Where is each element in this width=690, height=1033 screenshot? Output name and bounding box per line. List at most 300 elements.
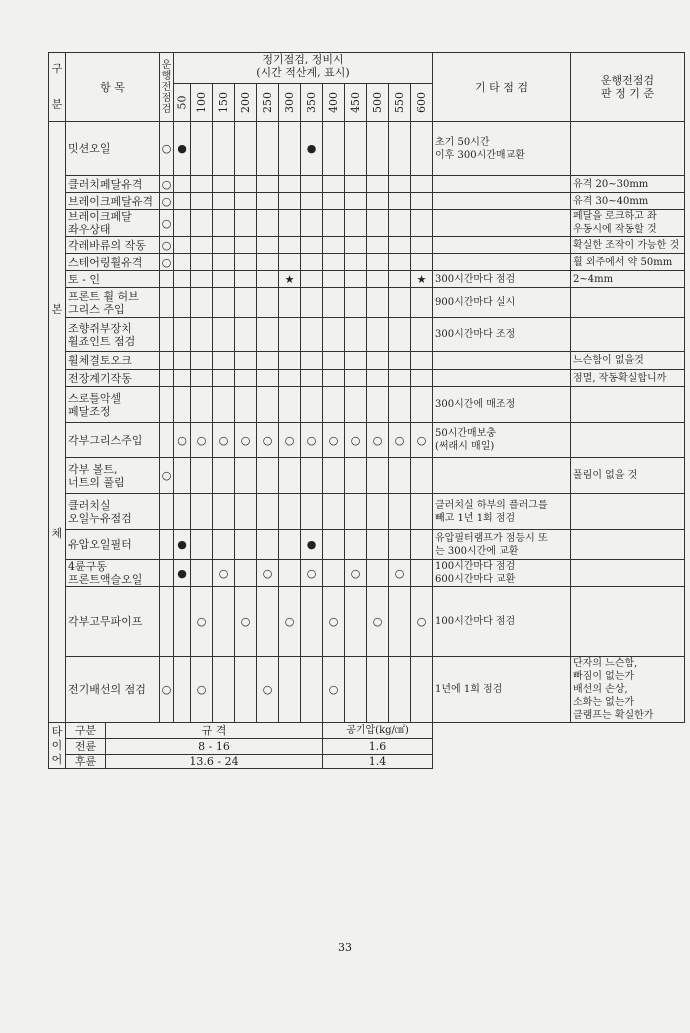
interval-mark-150: [213, 254, 235, 271]
interval-mark-550: ○: [389, 423, 411, 458]
hour-header-350: [301, 84, 323, 122]
item-name: 각레바류의 작동: [66, 237, 160, 254]
interval-mark-300: [279, 352, 301, 370]
criteria: [571, 122, 685, 176]
interval-mark-150: [213, 458, 235, 494]
hour-header-200: [235, 84, 257, 122]
hour-label: 150: [217, 92, 230, 113]
item-name: 클러치실 오일누유점검: [66, 494, 160, 530]
interval-mark-100: [191, 530, 213, 560]
interval-mark-550: [389, 210, 411, 237]
interval-mark-300: [279, 254, 301, 271]
hour-label: 250: [261, 92, 274, 113]
interval-mark-100: [191, 370, 213, 387]
interval-mark-300: [279, 387, 301, 423]
item-name: 스로틀악셀 페달조정: [66, 387, 160, 423]
interval-mark-200: [235, 352, 257, 370]
interval-mark-550: [389, 530, 411, 560]
interval-mark-550: [389, 494, 411, 530]
item-name: 토 - 인: [66, 271, 160, 288]
interval-mark-250: ○: [257, 657, 279, 723]
item-name: 클러치페달유격: [66, 176, 160, 193]
interval-mark-400: [323, 458, 345, 494]
interval-mark-100: [191, 352, 213, 370]
interval-mark-600: ★: [411, 271, 433, 288]
interval-mark-400: [323, 193, 345, 210]
interval-mark-50: [174, 318, 191, 352]
criteria: [571, 423, 685, 458]
interval-mark-400: [323, 530, 345, 560]
interval-mark-200: [235, 254, 257, 271]
interval-mark-400: [323, 122, 345, 176]
interval-mark-100: [191, 271, 213, 288]
other-check: 300시간마다 점검: [433, 271, 571, 288]
interval-mark-150: [213, 318, 235, 352]
interval-mark-350: [301, 587, 323, 657]
hour-label: 600: [415, 92, 428, 113]
periodic-header-line1: 정기점검, 정비시: [262, 53, 344, 66]
interval-mark-500: [367, 288, 389, 318]
other-check: [433, 176, 571, 193]
interval-mark-250: [257, 530, 279, 560]
hour-label: 200: [239, 92, 252, 113]
criteria: 점멸, 작동확실합니까: [571, 370, 685, 387]
pre-check-mark: [160, 318, 174, 352]
interval-mark-300: [279, 494, 301, 530]
interval-mark-100: [191, 237, 213, 254]
interval-mark-600: [411, 122, 433, 176]
interval-mark-250: [257, 288, 279, 318]
tire-name: 후륜: [66, 755, 106, 769]
other-check: [433, 210, 571, 237]
interval-mark-350: [301, 288, 323, 318]
interval-mark-400: [323, 387, 345, 423]
item-name: 조향쥐부장치 휠죠인트 점검: [66, 318, 160, 352]
pre-check-mark: ○: [160, 210, 174, 237]
pre-check-mark: [160, 423, 174, 458]
tire-spec: 8 - 16: [106, 739, 323, 755]
interval-mark-500: [367, 387, 389, 423]
item-name: 전장계기작동: [66, 370, 160, 387]
interval-mark-350: [301, 458, 323, 494]
interval-mark-400: ○: [323, 423, 345, 458]
interval-mark-550: [389, 271, 411, 288]
interval-mark-400: [323, 352, 345, 370]
interval-mark-100: ○: [191, 587, 213, 657]
criteria: [571, 387, 685, 423]
interval-mark-150: ○: [213, 423, 235, 458]
item-name: 밋션오일: [66, 122, 160, 176]
interval-mark-600: [411, 387, 433, 423]
criteria: 느슨함이 없을것: [571, 352, 685, 370]
interval-mark-250: [257, 352, 279, 370]
interval-mark-450: [345, 587, 367, 657]
interval-mark-50: [174, 370, 191, 387]
criteria: [571, 288, 685, 318]
interval-mark-150: [213, 210, 235, 237]
interval-mark-400: [323, 210, 345, 237]
criteria: [571, 560, 685, 587]
interval-mark-150: [213, 657, 235, 723]
interval-mark-500: [367, 210, 389, 237]
interval-mark-500: [367, 193, 389, 210]
interval-mark-100: [191, 176, 213, 193]
item-name: 각부고무파이프: [66, 587, 160, 657]
interval-mark-500: [367, 560, 389, 587]
tire-name: 전륜: [66, 739, 106, 755]
hour-header-450: [345, 84, 367, 122]
interval-mark-550: [389, 193, 411, 210]
interval-mark-250: [257, 387, 279, 423]
interval-mark-50: [174, 210, 191, 237]
interval-mark-150: [213, 530, 235, 560]
interval-mark-400: [323, 560, 345, 587]
hour-header-150: [213, 84, 235, 122]
item-name: 스테어링휠유격: [66, 254, 160, 271]
item-name: 프론트 휠 허브 그리스 주입: [66, 288, 160, 318]
pre-check-mark: ○: [160, 657, 174, 723]
interval-mark-50: [174, 237, 191, 254]
interval-mark-500: [367, 271, 389, 288]
hour-header-250: [257, 84, 279, 122]
interval-mark-50: [174, 176, 191, 193]
interval-mark-350: [301, 352, 323, 370]
interval-mark-450: [345, 237, 367, 254]
periodic-header-line2: (시간 적산계, 표시): [256, 66, 350, 79]
pre-check-mark: [160, 560, 174, 587]
interval-mark-50: [174, 271, 191, 288]
interval-mark-450: [345, 530, 367, 560]
hour-header-500: [367, 84, 389, 122]
interval-mark-450: [345, 458, 367, 494]
interval-mark-500: [367, 122, 389, 176]
interval-mark-350: [301, 657, 323, 723]
hour-label: 50: [175, 95, 189, 110]
other-check: 유압필터램프가 점등시 또 는 300시간에 교환: [433, 530, 571, 560]
interval-mark-250: [257, 254, 279, 271]
other-check: 300시간에 매조정: [433, 387, 571, 423]
interval-mark-400: ○: [323, 587, 345, 657]
interval-mark-550: [389, 387, 411, 423]
interval-mark-100: [191, 494, 213, 530]
interval-mark-450: [345, 318, 367, 352]
interval-mark-450: [345, 122, 367, 176]
criteria: 페달을 로크하고 좌 우동시에 작동할 것: [571, 210, 685, 237]
interval-mark-600: [411, 193, 433, 210]
other-check: 클러치실 하부의 플러그를 빼고 1년 1회 점검: [433, 494, 571, 530]
other-check: [433, 352, 571, 370]
item-name: 유압오일필터: [66, 530, 160, 560]
interval-mark-50: [174, 494, 191, 530]
other-check: 900시간마다 실시: [433, 288, 571, 318]
interval-mark-500: [367, 458, 389, 494]
interval-mark-200: [235, 370, 257, 387]
other-check: 1년에 1회 점검: [433, 657, 571, 723]
interval-mark-500: [367, 657, 389, 723]
interval-mark-200: [235, 560, 257, 587]
other-check: [433, 458, 571, 494]
interval-mark-200: [235, 657, 257, 723]
interval-mark-600: ○: [411, 587, 433, 657]
interval-mark-200: [235, 210, 257, 237]
interval-mark-350: [301, 494, 323, 530]
interval-mark-200: [235, 193, 257, 210]
interval-mark-350: [301, 176, 323, 193]
criteria: [571, 318, 685, 352]
interval-mark-200: [235, 458, 257, 494]
item-header: 항 목: [66, 53, 160, 122]
interval-mark-450: [345, 370, 367, 387]
interval-mark-400: ○: [323, 657, 345, 723]
category-body: 본 체: [49, 122, 66, 723]
interval-mark-300: [279, 210, 301, 237]
interval-mark-50: ●: [174, 530, 191, 560]
interval-mark-400: [323, 271, 345, 288]
hour-label: 550: [393, 92, 406, 113]
interval-mark-150: [213, 271, 235, 288]
interval-mark-550: [389, 237, 411, 254]
interval-mark-50: [174, 587, 191, 657]
criteria-header-line2: 판 정 기 준: [601, 87, 654, 100]
other-check: 50시간매보충 (써래시 매일): [433, 423, 571, 458]
interval-mark-250: [257, 193, 279, 210]
interval-mark-200: [235, 271, 257, 288]
interval-mark-500: [367, 352, 389, 370]
interval-mark-200: [235, 530, 257, 560]
other-check: 초기 50시간 이후 300시간매교환: [433, 122, 571, 176]
other-check: [433, 254, 571, 271]
interval-mark-550: [389, 122, 411, 176]
hour-header-300: [279, 84, 301, 122]
interval-mark-200: ○: [235, 587, 257, 657]
interval-mark-150: [213, 122, 235, 176]
pre-check-mark: [160, 288, 174, 318]
criteria: [571, 494, 685, 530]
interval-mark-500: [367, 318, 389, 352]
interval-mark-450: [345, 254, 367, 271]
interval-mark-100: [191, 122, 213, 176]
item-name: 전기배선의 점검: [66, 657, 160, 723]
criteria: 휠 외주에서 약 50mm: [571, 254, 685, 271]
interval-mark-300: [279, 530, 301, 560]
interval-mark-100: [191, 458, 213, 494]
interval-mark-400: [323, 318, 345, 352]
tire-gubun-header: 구분: [66, 723, 106, 739]
interval-mark-250: ○: [257, 560, 279, 587]
interval-mark-50: [174, 193, 191, 210]
pre-check-mark: ○: [160, 458, 174, 494]
other-check: [433, 237, 571, 254]
interval-mark-50: ○: [174, 423, 191, 458]
criteria: [571, 530, 685, 560]
criteria: 유격 30~40mm: [571, 193, 685, 210]
inspection-table: [48, 52, 685, 769]
pre-check-mark: ○: [160, 122, 174, 176]
interval-mark-50: ●: [174, 560, 191, 587]
interval-mark-500: [367, 176, 389, 193]
tire-pressure: 1.4: [323, 755, 433, 769]
interval-mark-250: [257, 370, 279, 387]
interval-mark-50: [174, 458, 191, 494]
interval-mark-350: [301, 193, 323, 210]
pre-check-mark: [160, 271, 174, 288]
interval-mark-250: [257, 122, 279, 176]
interval-mark-200: [235, 387, 257, 423]
interval-mark-500: [367, 530, 389, 560]
interval-mark-400: [323, 237, 345, 254]
interval-mark-300: ○: [279, 587, 301, 657]
interval-mark-250: [257, 210, 279, 237]
interval-mark-150: [213, 288, 235, 318]
interval-mark-250: [257, 176, 279, 193]
interval-mark-150: [213, 352, 235, 370]
interval-mark-600: [411, 210, 433, 237]
interval-mark-100: [191, 210, 213, 237]
pre-check-mark: ○: [160, 254, 174, 271]
item-name: 브레이크페달 좌우상태: [66, 210, 160, 237]
criteria: 단자의 느슨함, 빠짐이 없는가 배선의 손상, 소화는 없는가 클램프는 확실한가: [571, 657, 685, 723]
interval-mark-350: ○: [301, 560, 323, 587]
tire-pressure: 1.6: [323, 739, 433, 755]
interval-mark-600: [411, 657, 433, 723]
interval-mark-600: ○: [411, 423, 433, 458]
interval-mark-300: [279, 657, 301, 723]
interval-mark-100: [191, 193, 213, 210]
interval-mark-300: [279, 458, 301, 494]
interval-mark-600: [411, 237, 433, 254]
interval-mark-250: [257, 271, 279, 288]
blank-area: [433, 723, 685, 769]
pre-check-mark: [160, 370, 174, 387]
interval-mark-550: [389, 176, 411, 193]
pre-check-mark: [160, 387, 174, 423]
interval-mark-600: [411, 318, 433, 352]
hour-label: 100: [195, 92, 208, 113]
interval-mark-100: [191, 288, 213, 318]
interval-mark-300: ★: [279, 271, 301, 288]
interval-mark-350: [301, 271, 323, 288]
interval-mark-500: [367, 494, 389, 530]
hour-header-50: [174, 84, 191, 122]
interval-mark-450: ○: [345, 423, 367, 458]
interval-mark-50: [174, 288, 191, 318]
interval-mark-300: [279, 122, 301, 176]
hour-label: 500: [371, 92, 384, 113]
interval-mark-100: ○: [191, 657, 213, 723]
interval-mark-350: ○: [301, 423, 323, 458]
pre-check-mark: ○: [160, 193, 174, 210]
criteria-header: [571, 53, 685, 122]
interval-mark-600: [411, 494, 433, 530]
interval-mark-550: [389, 587, 411, 657]
interval-mark-350: ●: [301, 530, 323, 560]
tire-pressure-header: 공기압(kg/㎠): [323, 723, 433, 739]
interval-mark-600: [411, 370, 433, 387]
other-check-header: 기 타 점 검: [433, 53, 571, 122]
hour-label: 300: [283, 92, 296, 113]
criteria: 유격 20~30mm: [571, 176, 685, 193]
interval-mark-400: [323, 254, 345, 271]
pre-check-mark: [160, 494, 174, 530]
interval-mark-350: [301, 370, 323, 387]
interval-mark-350: [301, 254, 323, 271]
item-name: 휠체결토오크: [66, 352, 160, 370]
interval-mark-600: [411, 352, 433, 370]
interval-mark-550: [389, 352, 411, 370]
interval-mark-50: [174, 352, 191, 370]
criteria: 풀림이 없을 것: [571, 458, 685, 494]
interval-mark-350: [301, 318, 323, 352]
interval-mark-450: [345, 657, 367, 723]
interval-mark-50: ●: [174, 122, 191, 176]
page-number: 33: [338, 941, 352, 954]
interval-mark-100: [191, 318, 213, 352]
interval-mark-600: [411, 458, 433, 494]
item-name: 4륜구동 프론트액슬오일: [66, 560, 160, 587]
interval-mark-200: [235, 494, 257, 530]
interval-mark-50: [174, 254, 191, 271]
interval-mark-500: [367, 237, 389, 254]
interval-mark-200: [235, 176, 257, 193]
interval-mark-300: [279, 237, 301, 254]
interval-mark-550: [389, 318, 411, 352]
hour-header-600: [411, 84, 433, 122]
other-check: [433, 370, 571, 387]
interval-mark-600: [411, 530, 433, 560]
interval-mark-300: [279, 176, 301, 193]
pre-check-mark: [160, 530, 174, 560]
interval-mark-350: [301, 210, 323, 237]
interval-mark-200: [235, 288, 257, 318]
interval-mark-50: [174, 657, 191, 723]
criteria: 확실한 조작이 가능한 것: [571, 237, 685, 254]
category-tire: 타 이 어: [49, 723, 66, 769]
interval-mark-600: [411, 560, 433, 587]
interval-mark-150: [213, 587, 235, 657]
interval-mark-300: [279, 560, 301, 587]
interval-mark-300: [279, 370, 301, 387]
interval-mark-300: [279, 288, 301, 318]
criteria-header-line1: 운행전점검: [600, 74, 655, 87]
gubun-header: 구 분: [49, 53, 66, 122]
interval-mark-600: [411, 254, 433, 271]
other-check: [433, 193, 571, 210]
hour-label: 350: [305, 92, 318, 113]
interval-mark-200: [235, 318, 257, 352]
interval-mark-250: [257, 237, 279, 254]
interval-mark-150: [213, 176, 235, 193]
interval-mark-100: [191, 387, 213, 423]
hour-label: 450: [349, 92, 362, 113]
interval-mark-200: [235, 122, 257, 176]
interval-mark-250: [257, 318, 279, 352]
periodic-header: [174, 53, 433, 84]
item-name: 브레이크페달유격: [66, 193, 160, 210]
other-check: 100시간마다 점검 600시간마다 교환: [433, 560, 571, 587]
interval-mark-200: ○: [235, 423, 257, 458]
hour-header-400: [323, 84, 345, 122]
pre-check-mark: ○: [160, 176, 174, 193]
interval-mark-250: [257, 458, 279, 494]
interval-mark-450: ○: [345, 560, 367, 587]
interval-mark-350: [301, 387, 323, 423]
interval-mark-550: [389, 657, 411, 723]
interval-mark-150: [213, 193, 235, 210]
interval-mark-500: [367, 370, 389, 387]
interval-mark-600: [411, 288, 433, 318]
interval-mark-350: ●: [301, 122, 323, 176]
interval-mark-200: [235, 237, 257, 254]
